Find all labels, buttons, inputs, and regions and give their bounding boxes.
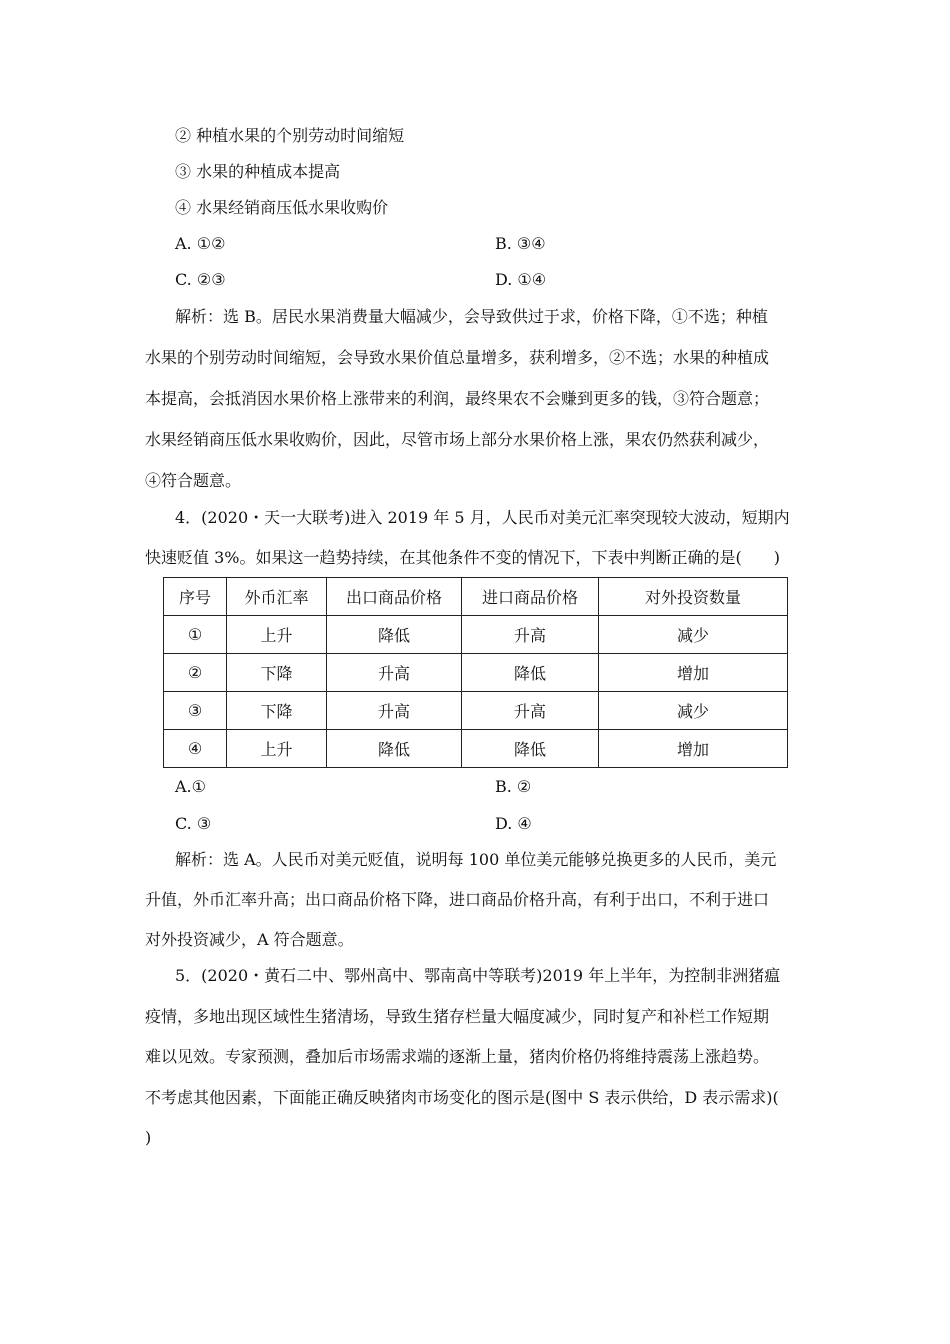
q4-table (163, 577, 788, 768)
table-cell: 降低 (327, 730, 462, 768)
q3-option-4: ④ 水果经销商压低水果收购价 (175, 198, 389, 217)
table-header-cell: 对外投资数量 (599, 578, 788, 616)
table-cell: 上升 (227, 730, 327, 768)
table-header-cell: 出口商品价格 (327, 578, 462, 616)
table-cell: 升高 (462, 692, 599, 730)
q4-analysis-line-2: 升值，外币汇率升高；出口商品价格下降，进口商品价格升高，有利于出口，不利于进口 (145, 890, 770, 909)
q3-choice-d: D. ①④ (495, 270, 547, 289)
q4-stem-line-1: 4．(2020・天一大联考)进入 2019 年 5 月，人民币对美元汇率突现较大波动，短期内 (175, 508, 790, 527)
q3-analysis-line-5: ④符合题意。 (145, 471, 242, 490)
table-cell: 升高 (462, 616, 599, 654)
table-cell: 降低 (462, 730, 599, 768)
q4-analysis-line-3: 对外投资减少，A 符合题意。 (145, 930, 354, 949)
q3-choice-a: A. ①② (175, 234, 226, 253)
table-cell: 升高 (327, 654, 462, 692)
q4-choice-b: B. ② (495, 777, 532, 796)
q4-choice-d: D. ④ (495, 814, 532, 833)
q3-option-2: ② 种植水果的个别劳动时间缩短 (175, 126, 405, 145)
q4-analysis-line-1: 解析：选 A。人民币对美元贬值，说明每 100 单位美元能够兑换更多的人民币，美元 (175, 850, 777, 869)
q5-stem-line-5: ) (145, 1128, 152, 1147)
table-cell: 降低 (462, 654, 599, 692)
table-cell: ④ (164, 730, 227, 768)
table-row (164, 654, 788, 692)
q3-choice-c: C. ②③ (175, 270, 226, 289)
q4-stem-line-2: 快速贬值 3%。如果这一趋势持续，在其他条件不变的情况下，下表中判断正确的是( ) (145, 548, 780, 567)
q5-stem-line-2: 疫情，多地出现区域性生猪清场，导致生猪存栏量大幅度减少，同时复产和补栏工作短期 (145, 1007, 770, 1026)
q3-analysis-line-4: 水果经销商压低水果收购价，因此，尽管市场上部分水果价格上涨，果农仍然获利减少， (145, 430, 770, 449)
table-header-cell: 进口商品价格 (462, 578, 599, 616)
q3-analysis-line-3: 本提高，会抵消因水果价格上涨带来的利润，最终果农不会赚到更多的钱，③符合题意； (145, 389, 770, 408)
q5-stem-line-1: 5．(2020・黄石二中、鄂州高中、鄂南高中等联考)2019 年上半年，为控制非洲猪瘟 (175, 966, 781, 985)
q4-choice-c: C. ③ (175, 814, 212, 833)
table-cell: 升高 (327, 692, 462, 730)
table-row (164, 730, 788, 768)
q3-analysis-line-2: 水果的个别劳动时间缩短，会导致水果价值总量增多，获利增多，②不选；水果的种植成 (145, 348, 770, 367)
q3-analysis-line-1: 解析：选 B。居民水果消费量大幅减少，会导致供过于求，价格下降，①不选；种植 (175, 307, 768, 326)
table-row (164, 692, 788, 730)
q5-stem-line-3: 难以见效。专家预测，叠加后市场需求端的逐渐上量，猪肉价格仍将维持震荡上涨趋势。 (145, 1047, 770, 1066)
table-cell: 增加 (599, 654, 788, 692)
table-cell: 上升 (227, 616, 327, 654)
q4-choice-a: A.① (175, 777, 206, 796)
q5-stem-line-4: 不考虑其他因素，下面能正确反映猪肉市场变化的图示是(图中 S 表示供给，D 表示需求)( (145, 1088, 779, 1107)
table-cell: 下降 (227, 654, 327, 692)
q3-choice-b: B. ③④ (495, 234, 546, 253)
table-cell: 降低 (327, 616, 462, 654)
table-row (164, 616, 788, 654)
table-cell: 下降 (227, 692, 327, 730)
table-header-row (164, 578, 788, 616)
table-header-cell: 序号 (164, 578, 227, 616)
q3-option-3: ③ 水果的种植成本提高 (175, 162, 341, 181)
table-header-cell: 外币汇率 (227, 578, 327, 616)
table-cell: 减少 (599, 616, 788, 654)
table-cell: ③ (164, 692, 227, 730)
table-cell: ② (164, 654, 227, 692)
table-cell: ① (164, 616, 227, 654)
table-cell: 增加 (599, 730, 788, 768)
table-cell: 减少 (599, 692, 788, 730)
